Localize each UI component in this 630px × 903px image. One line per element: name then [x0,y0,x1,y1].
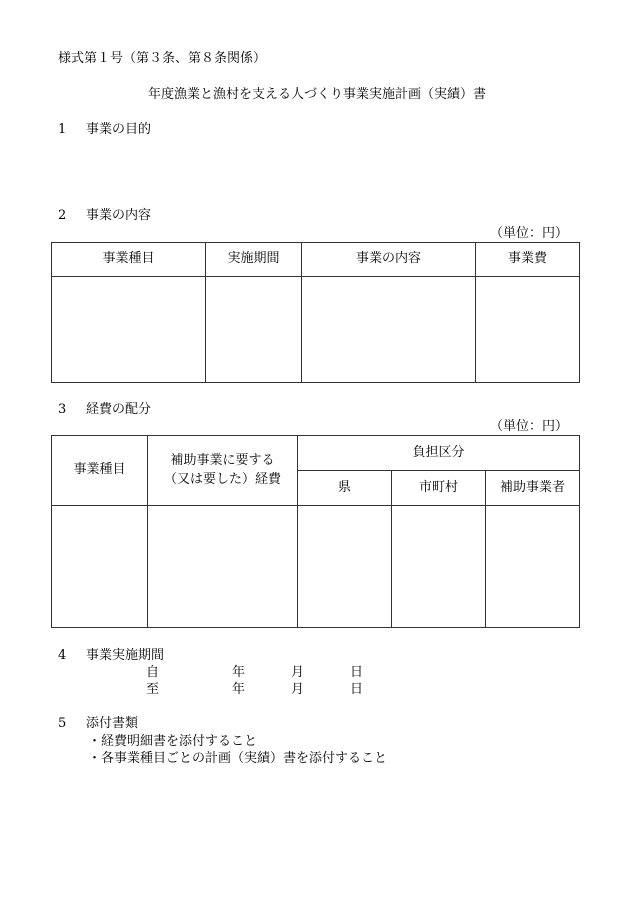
column-header-operator: 補助事業者 [486,471,580,506]
attachment-item: ・各事業種目ごとの計画（実績）書を添付すること [88,751,388,766]
section-1-number: 1 [58,122,67,137]
section-2-unit: （単位：円） [490,226,569,241]
cell-period[interactable] [206,277,302,383]
to-day-label: 日 [350,682,364,697]
section-5-heading: 添付書類 [86,716,139,731]
cell-item[interactable] [52,277,206,383]
cost-header-line-1: 補助事業に要する [170,452,275,468]
cell-content[interactable] [302,277,476,383]
cell-prefecture[interactable] [298,506,392,628]
cell-municipality[interactable] [392,506,486,628]
to-label: 至 [146,682,160,697]
section-3-number: 3 [58,402,67,417]
cell-cost[interactable] [148,506,298,628]
business-content-table [51,242,580,383]
column-header-cost [148,436,298,506]
cost-header-line-2: （又は要した）経費 [163,471,281,487]
section-2-heading: 事業の内容 [86,208,152,223]
section-2-number: 2 [58,208,67,223]
cell-item[interactable] [52,506,148,628]
cell-operator[interactable] [486,506,580,628]
column-header-burden: 負担区分 [298,436,580,471]
section-3-unit: （単位：円） [490,419,569,434]
column-header-item: 事業種目 [52,436,148,506]
expense-allocation-table [51,435,580,628]
column-header-prefecture: 県 [298,471,392,506]
from-year-label: 年 [232,665,246,680]
column-header-cost: 事業費 [476,243,580,277]
column-header-content: 事業の内容 [302,243,476,277]
section-4-number: 4 [58,648,67,663]
cell-cost[interactable] [476,277,580,383]
from-month-label: 月 [291,665,305,680]
column-header-municipality: 市町村 [392,471,486,506]
section-3-heading: 経費の配分 [86,402,152,417]
to-year-label: 年 [232,682,246,697]
section-4-heading: 事業実施期間 [86,648,165,663]
to-month-label: 月 [291,682,305,697]
from-day-label: 日 [350,665,364,680]
page-title: 年度漁業と漁村を支える人づくり事業実施計画（実績）書 [148,87,487,102]
column-header-item: 事業種目 [52,243,206,277]
form-number: 様式第１号（第３条、第８条関係） [58,51,267,66]
attachment-item: ・経費明細書を添付すること [88,734,258,749]
column-header-period: 実施期間 [206,243,302,277]
from-label: 自 [146,665,160,680]
section-1-heading: 事業の目的 [86,122,152,137]
section-5-number: 5 [58,716,67,731]
